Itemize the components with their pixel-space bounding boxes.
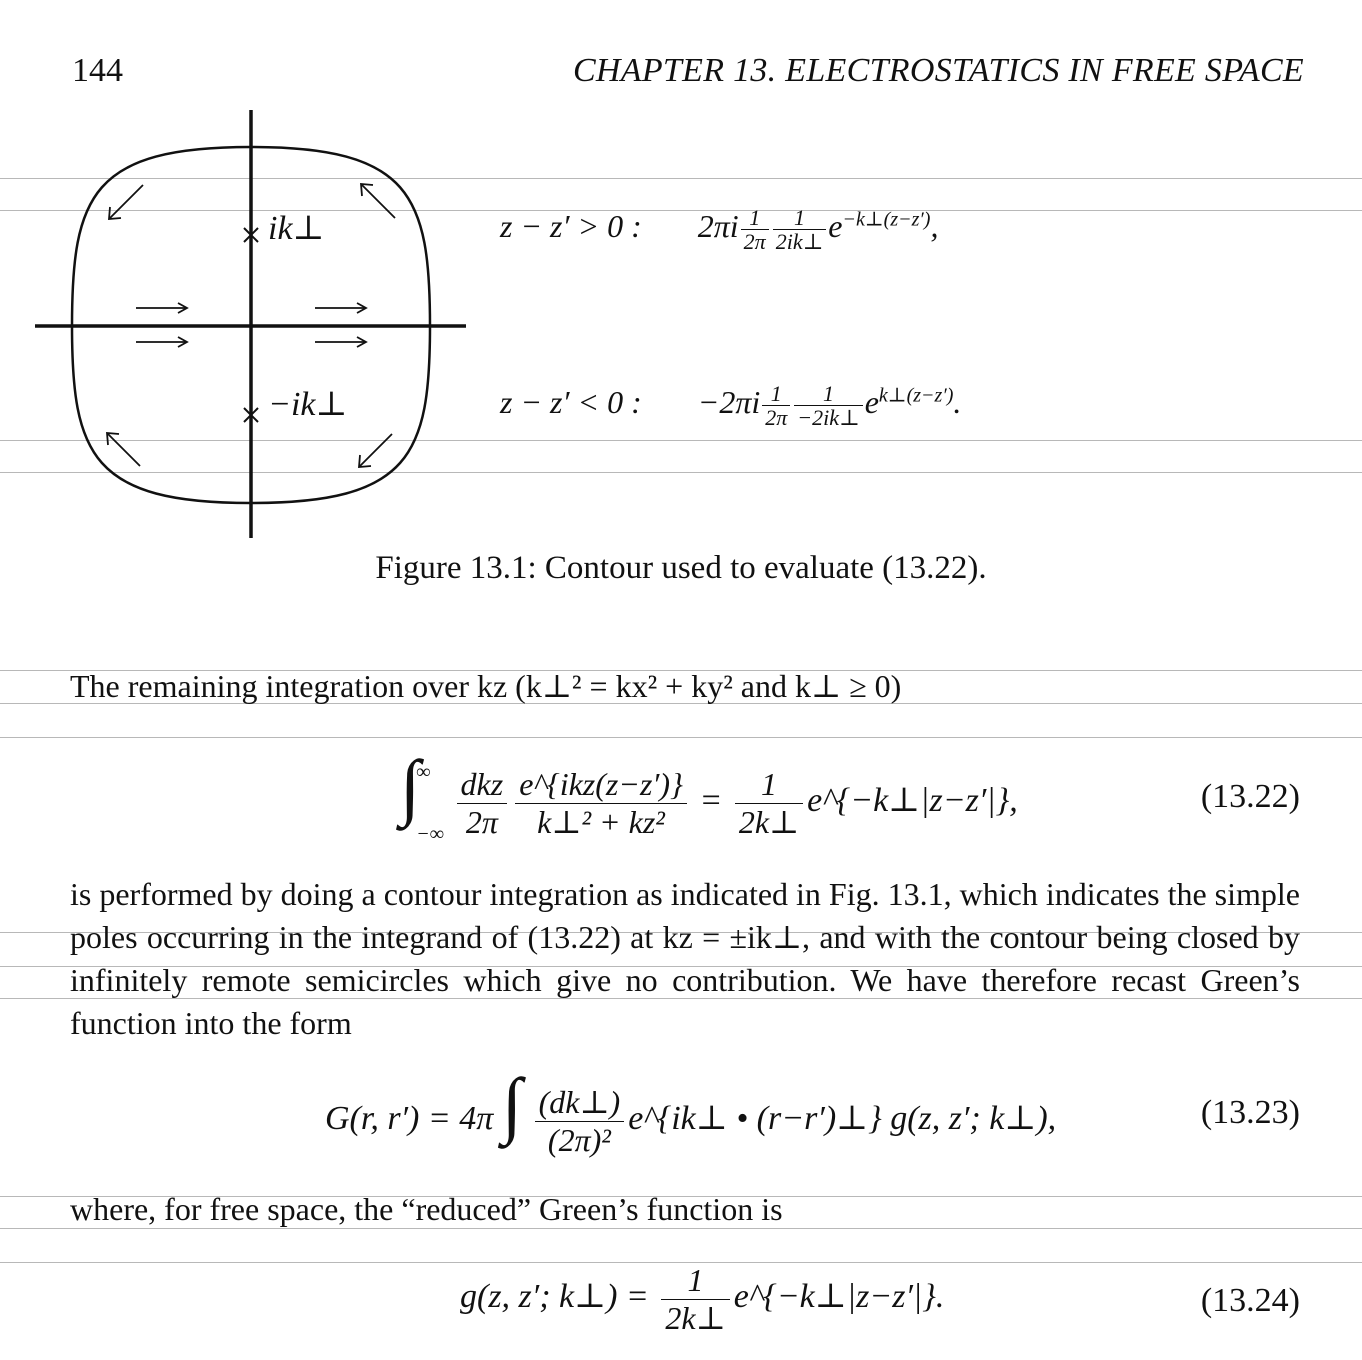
equation-tail: e^{ik⊥ • (r−r′)⊥} g(z, z′; k⊥), bbox=[628, 1100, 1057, 1137]
equation-number: (13.22) bbox=[1200, 778, 1300, 815]
fraction-denominator: −2ik⊥ bbox=[797, 405, 860, 431]
lower-limit: −∞ bbox=[416, 823, 445, 846]
equation-number: (13.24) bbox=[1200, 1282, 1300, 1319]
paragraph: is performed by doing a contour integration as indicated in Fig. 13.1, which indicates the simple poles occurring in the integrand of (13.22) at kz = ±ik⊥, and with the contour being closed by infinitely remote semicircles which give no contribution. We have therefore recast Green’s function into the form bbox=[70, 876, 1300, 1041]
equation-number: (13.23) bbox=[1200, 1094, 1300, 1131]
figure-caption: Figure 13.1: Contour used to evaluate (13.22). bbox=[375, 550, 987, 586]
upper-limit: ∞ bbox=[416, 761, 431, 784]
pole-upper-label: ik⊥ bbox=[268, 210, 325, 247]
equation-13-24 bbox=[460, 1262, 944, 1337]
fraction-numerator: (dk⊥) bbox=[535, 1084, 625, 1122]
residue-case-upper bbox=[500, 206, 938, 253]
equation-tail: e^{−k⊥|z−z′|}. bbox=[733, 1278, 945, 1316]
case-prefix: −2πi bbox=[697, 383, 761, 420]
fraction-numerator: e^{ikz(z−z′)} bbox=[515, 766, 687, 804]
exp-base: e bbox=[828, 207, 843, 244]
trailing-punct: . bbox=[953, 383, 962, 420]
case-condition: z − z′ < 0 : bbox=[500, 383, 642, 420]
running-head: CHAPTER 13. ELECTROSTATICS IN FREE SPACE bbox=[572, 52, 1304, 89]
fraction-numerator: 1 bbox=[741, 206, 769, 230]
ruled-line bbox=[0, 737, 1362, 738]
residue-case-lower bbox=[500, 382, 961, 429]
equation-13-22 bbox=[400, 746, 1018, 846]
arrow-down-left-icon bbox=[359, 434, 392, 467]
exponent: −k⊥(z−z′) bbox=[842, 208, 931, 231]
page-number: 144 bbox=[72, 52, 123, 89]
fraction-numerator: 1 bbox=[794, 382, 862, 406]
right-arrow-icon bbox=[315, 303, 366, 313]
fraction-numerator: 1 bbox=[661, 1262, 729, 1300]
arrow-up-left-icon bbox=[107, 433, 140, 466]
paragraph: The remaining integration over kz (k⊥² = kx² + ky² and k⊥ ≥ 0) bbox=[70, 668, 902, 704]
fraction-denominator: 2k⊥ bbox=[738, 803, 800, 840]
right-arrow-icon bbox=[315, 337, 366, 347]
arrow-up-left-icon bbox=[361, 184, 395, 218]
exponent: k⊥(z−z′) bbox=[878, 384, 954, 407]
fraction-denominator: 2π bbox=[465, 803, 498, 840]
fraction-denominator: 2k⊥ bbox=[665, 1299, 726, 1336]
fraction-denominator: 2ik⊥ bbox=[775, 229, 824, 255]
right-arrow-icon bbox=[136, 337, 187, 347]
fraction-denominator: k⊥² + kz² bbox=[537, 803, 665, 840]
right-arrow-icon bbox=[136, 303, 187, 313]
case-prefix: 2πi bbox=[697, 207, 739, 244]
equation-lhs: g(z, z′; k⊥) = bbox=[460, 1278, 649, 1316]
fraction-denominator: 2π bbox=[743, 229, 766, 255]
fraction-denominator: (2π)² bbox=[547, 1121, 611, 1158]
integral-sign: ∫ bbox=[400, 746, 421, 828]
paragraph: where, for free space, the “reduced” Green’s function is bbox=[70, 1191, 783, 1227]
fraction-numerator: 1 bbox=[735, 766, 803, 804]
case-condition: z − z′ > 0 : bbox=[500, 207, 642, 244]
integral-sign: ∫ bbox=[501, 1064, 523, 1146]
trailing-punct: , bbox=[930, 207, 939, 244]
equation-tail: e^{−k⊥|z−z′|}, bbox=[807, 782, 1018, 819]
fraction-numerator: dkz bbox=[457, 766, 508, 804]
fraction-numerator: 1 bbox=[773, 206, 827, 230]
arrow-down-left-icon bbox=[109, 185, 143, 219]
equals-sign: = bbox=[699, 782, 723, 819]
fraction-numerator: 1 bbox=[762, 382, 790, 406]
contour-diagram bbox=[30, 105, 480, 545]
equation-lhs: G(r, r′) = 4π bbox=[325, 1100, 494, 1137]
exp-base: e bbox=[864, 383, 879, 420]
equation-13-23 bbox=[325, 1064, 1057, 1159]
pole-lower-label: −ik⊥ bbox=[268, 386, 348, 423]
fraction-denominator: 2π bbox=[765, 405, 788, 431]
